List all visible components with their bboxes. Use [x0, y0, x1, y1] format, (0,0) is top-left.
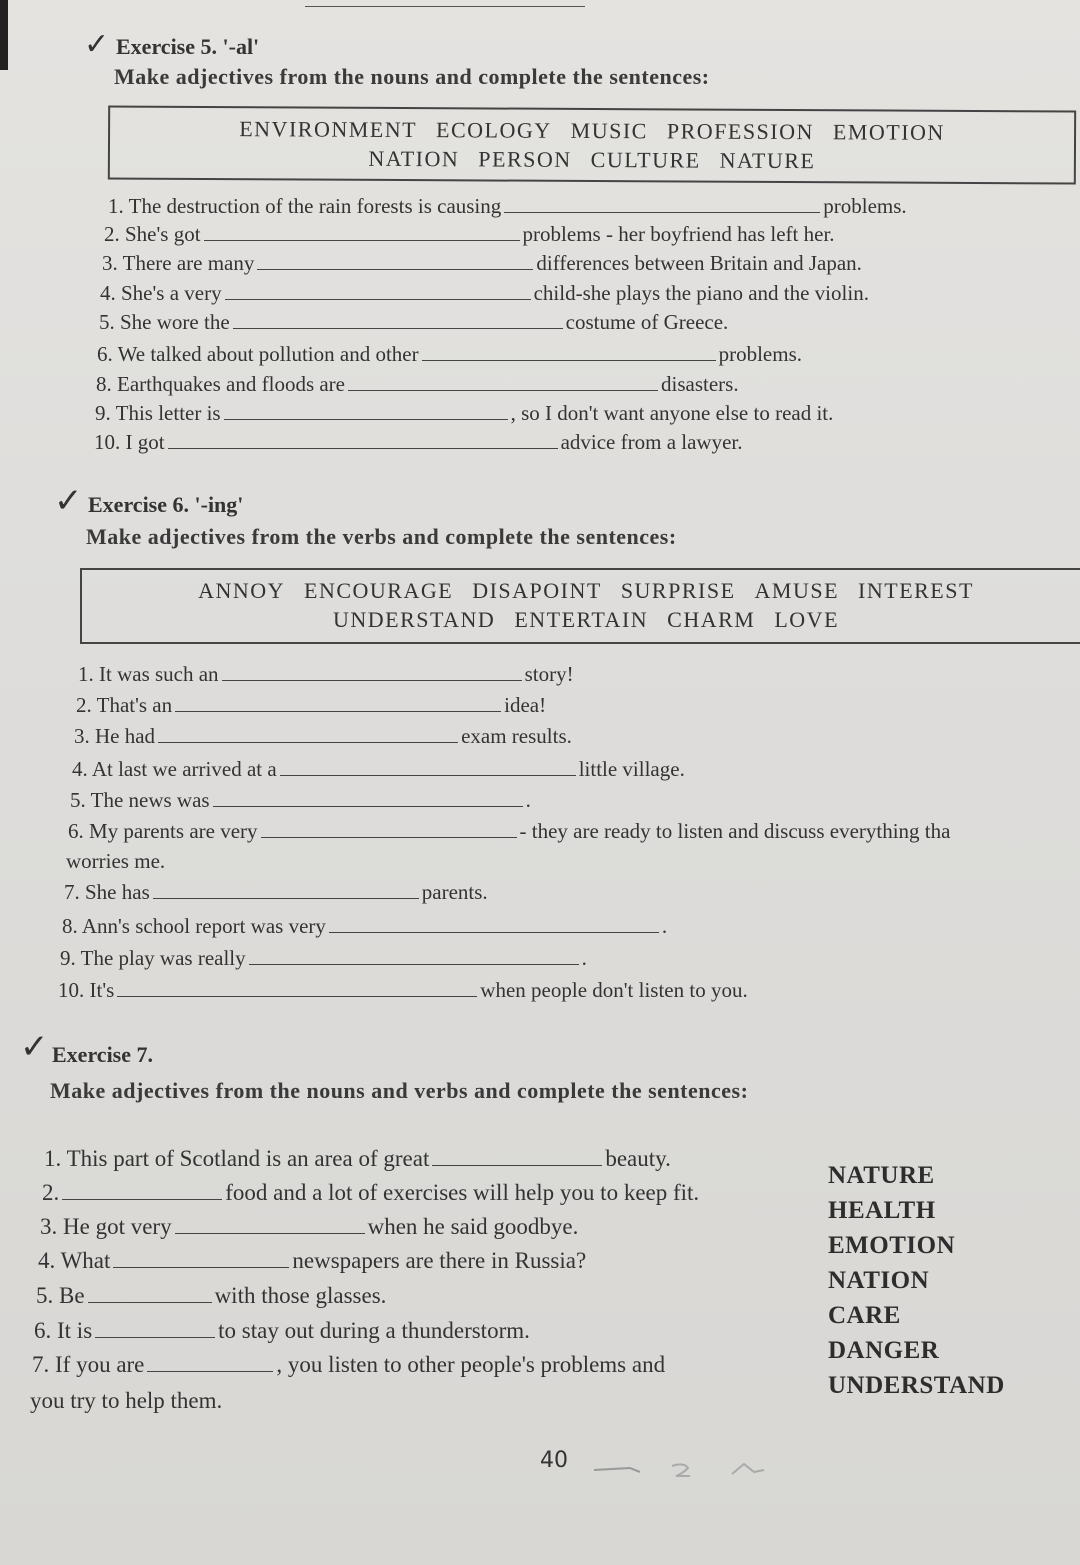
word-item: INTEREST [858, 578, 974, 603]
word-item: CARE [828, 1302, 901, 1329]
word-item: NATION [368, 145, 460, 172]
answer-blank[interactable] [348, 372, 658, 391]
answer-blank[interactable] [280, 757, 576, 776]
word-item: NATURE [828, 1162, 935, 1189]
ex7-sentence: 7. If you are , you listen to other people's problems and [32, 1352, 666, 1377]
word-item: NATION [828, 1267, 930, 1294]
ex6-wrap-line: worries me. [66, 849, 166, 873]
word-item: HEALTH [828, 1197, 936, 1224]
page-edge-shadow [0, 0, 8, 70]
word-item: EMOTION [828, 1232, 956, 1259]
answer-blank[interactable] [213, 788, 523, 807]
ex5-word-row-1 [110, 113, 1074, 147]
ex7-sentence: 6. It is to stay out during a thunderstorm. [34, 1318, 530, 1343]
answer-blank[interactable] [113, 1249, 289, 1268]
ex7-word-list [828, 1158, 1005, 1403]
answer-blank[interactable] [261, 819, 517, 838]
word-item: EMOTION [832, 119, 945, 145]
word-item: ANNOY [198, 578, 286, 603]
ex5-sentence: 10. I got advice from a lawyer. [94, 430, 743, 454]
answer-blank[interactable] [222, 662, 522, 681]
answer-blank[interactable] [168, 430, 558, 449]
ex6-sentence: 2. That's an idea! [76, 693, 547, 717]
answer-blank[interactable] [233, 310, 563, 329]
word-item: DISAPOINT [472, 578, 602, 603]
ex5-sentence: 2. She's got problems - her boyfriend has left her. [104, 222, 835, 246]
top-rule [305, 6, 585, 7]
checkmark-icon: ✓ [20, 1027, 49, 1067]
answer-blank[interactable] [504, 194, 820, 213]
ex7-sentence: 3. He got very when he said goodbye. [40, 1214, 579, 1239]
ex5-title: Exercise 5. '-al' [116, 34, 260, 59]
answer-blank[interactable] [158, 724, 458, 743]
ex5-sentence: 4. She's a very child-she plays the piano and the violin. [100, 281, 869, 305]
checkmark-icon: ✓ [84, 27, 110, 62]
ex5-sentence: 3. There are many differences between Britain and Japan. [102, 251, 862, 275]
ex5-sentence: 8. Earthquakes and floods are disasters. [96, 372, 739, 396]
answer-blank[interactable] [147, 1353, 273, 1372]
ex6-instruction: Make adjectives from the verbs and complete the sentences: [86, 524, 677, 549]
page-number: 40 [540, 1448, 568, 1473]
answer-blank[interactable] [62, 1181, 222, 1200]
answer-blank[interactable] [329, 914, 659, 933]
ex6-word-box [80, 568, 1080, 644]
ex5-word-row-2 [110, 142, 1074, 176]
word-item: UNDERSTAND [828, 1372, 1005, 1399]
answer-blank[interactable] [257, 251, 533, 270]
ex7-title: Exercise 7. [52, 1042, 154, 1067]
answer-blank[interactable] [204, 222, 520, 241]
word-item: PROFESSION [666, 118, 814, 145]
ex6-word-row-1 [82, 576, 1080, 605]
ex6-sentence: 8. Ann's school report was very . [62, 914, 668, 938]
ex5-sentence: 1. The destruction of the rain forests is causing problems. [108, 194, 907, 218]
word-item: UNDERSTAND [332, 607, 496, 632]
answer-blank[interactable] [117, 978, 477, 997]
ex7-sentence: 2. food and a lot of exercises will help you to keep fit. [42, 1180, 700, 1205]
ex5-sentence: 9. This letter is , so I don't want anyone else to read it. [95, 401, 834, 425]
word-item: DANGER [828, 1337, 940, 1364]
ex6-sentence: 4. At last we arrived at a little village. [72, 757, 685, 781]
answer-blank[interactable] [95, 1319, 215, 1338]
word-item: CULTURE [590, 146, 701, 173]
word-item: MUSIC [570, 117, 648, 144]
answer-blank[interactable] [432, 1147, 602, 1166]
ex7-instruction: Make adjectives from the nouns and verbs and complete the sentences: [50, 1078, 749, 1103]
ex6-sentence: 7. She has parents. [64, 880, 488, 904]
answer-blank[interactable] [225, 281, 531, 300]
ex6-sentence: 10. It's when people don't listen to you. [58, 978, 748, 1002]
ex6-sentence: 1. It was such an story! [78, 662, 574, 686]
ex6-sentence: 6. My parents are very - they are ready to listen and discuss everything tha [68, 819, 951, 843]
word-item: ECOLOGY [436, 117, 552, 143]
ex6-word-row-2 [82, 605, 1080, 634]
checkmark-icon: ✓ [54, 481, 83, 521]
ex6-sentence: 5. The news was . [70, 788, 531, 812]
word-item: SURPRISE [620, 578, 736, 603]
word-item: AMUSE [754, 578, 840, 603]
ex7-sentence: 5. Be with those glasses. [36, 1283, 387, 1308]
word-item: CHARM [667, 607, 756, 632]
answer-blank[interactable] [175, 1215, 365, 1234]
answer-blank[interactable] [224, 401, 508, 420]
ex6-sentence: 3. He had exam results. [74, 724, 572, 748]
answer-blank[interactable] [249, 946, 579, 965]
word-item: NATURE [719, 147, 816, 174]
ex7-sentence: 1. This part of Scotland is an area of great beauty. [44, 1146, 671, 1171]
ex7-sentence: 4. What newspapers are there in Russia? [38, 1248, 587, 1273]
word-item: ENVIRONMENT [239, 116, 418, 143]
ex6-sentence: 9. The play was really . [60, 946, 587, 970]
ex5-word-box [108, 105, 1076, 184]
ex5-instruction: Make adjectives from the nouns and complete the sentences: [114, 64, 710, 89]
ex7-wrap-line: you try to help them. [30, 1388, 223, 1413]
answer-blank[interactable] [422, 342, 716, 361]
answer-blank[interactable] [153, 880, 419, 899]
answer-blank[interactable] [88, 1284, 212, 1303]
ex5-sentence: 5. She wore the costume of Greece. [99, 310, 729, 334]
answer-blank[interactable] [175, 693, 501, 712]
word-item: LOVE [774, 607, 840, 632]
ex6-title: Exercise 6. '-ing' [88, 492, 244, 517]
word-item: PERSON [478, 146, 572, 172]
word-item: ENTERTAIN [514, 607, 649, 632]
ex5-sentence: 6. We talked about pollution and other problems. [97, 342, 803, 366]
word-item: ENCOURAGE [304, 578, 454, 603]
pencil-scribble-icon [592, 1460, 772, 1480]
